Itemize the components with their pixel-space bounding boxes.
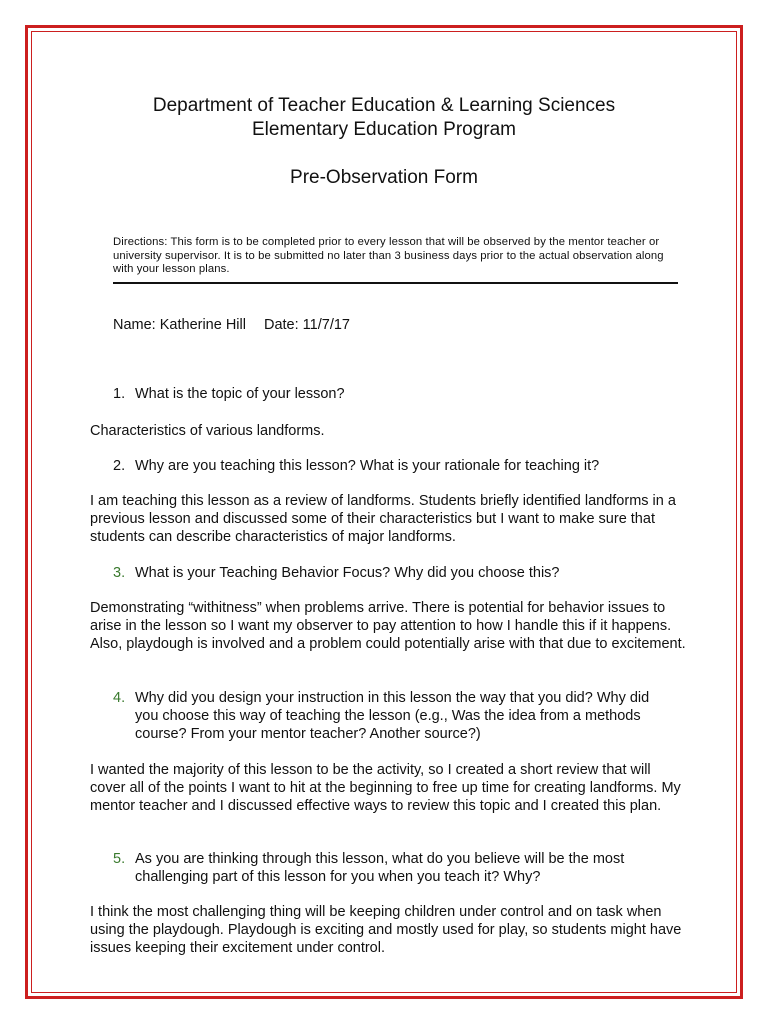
question-text: What is your Teaching Behavior Focus? Why did you choose this?	[135, 565, 560, 581]
answer-3: Demonstrating “withitness” when problems arrive. There is potential for behavior issues to arise in the lesson so I want my observer to pay attention to how I handle this if it happens. Also, playdough is involved and a problem could potentially arise with that due to excitement.	[90, 600, 686, 652]
answer-2: I am teaching this lesson as a review of landforms. Students briefly identified landforms in a previous lesson and discussed some of their characteristics but I want to make sure that students can describe characteristics of major landforms.	[90, 493, 676, 545]
answer-4: I wanted the majority of this lesson to be the activity, so I created a short review that will cover all of the points I want to hit at the beginning to free up time for creating landforms. My mentor teacher and I discussed effective ways to review this topic and I created this plan.	[90, 762, 681, 814]
department-title: Department of Teacher Education & Learning Sciences	[152, 95, 616, 116]
question-5	[113, 850, 673, 886]
question-number: 2.	[113, 458, 126, 474]
answer-5: I think the most challenging thing will be keeping children under control and on task when using the playdough. Playdough is exciting and mostly used for play, so students might have issues keeping their excitement under control.	[90, 904, 682, 956]
question-text: Why did you design your instruction in this lesson the way that you did? Why did you choose this way of teaching the lesson (e.g., Was the idea from a methods course? From your mentor teacher? Another source?)	[135, 690, 650, 742]
question-text: Why are you teaching this lesson? What is your rationale for teaching it?	[135, 458, 600, 474]
question-number: 4.	[113, 690, 126, 706]
name-label: Name: Katherine Hill	[113, 317, 246, 333]
department-header	[0, 94, 768, 142]
directions-text: Directions: This form is to be completed prior to every lesson that will be observed by the mentor teacher or university supervisor. It is to be submitted no later than 3 business days prior to the actual observation along with your lesson plans.	[113, 236, 664, 275]
question-1	[113, 385, 673, 403]
program-title: Elementary Education Program	[251, 119, 516, 140]
name-date-line	[113, 316, 350, 334]
question-text: What is the topic of your lesson?	[135, 386, 345, 402]
date-label: Date: 11/7/17	[263, 317, 350, 333]
question-number: 1.	[113, 386, 126, 402]
question-3	[113, 564, 673, 582]
question-text: As you are thinking through this lesson, what do you believe will be the most challenging part of this lesson for you when you teach it? Why?	[135, 851, 625, 885]
question-number: 3.	[113, 565, 126, 581]
form-title: Pre-Observation Form	[290, 167, 478, 188]
question-number: 5.	[113, 851, 126, 867]
question-4	[113, 689, 673, 743]
question-2	[113, 457, 673, 475]
answer-1: Characteristics of various landforms.	[90, 423, 325, 439]
directions-divider	[113, 282, 678, 284]
